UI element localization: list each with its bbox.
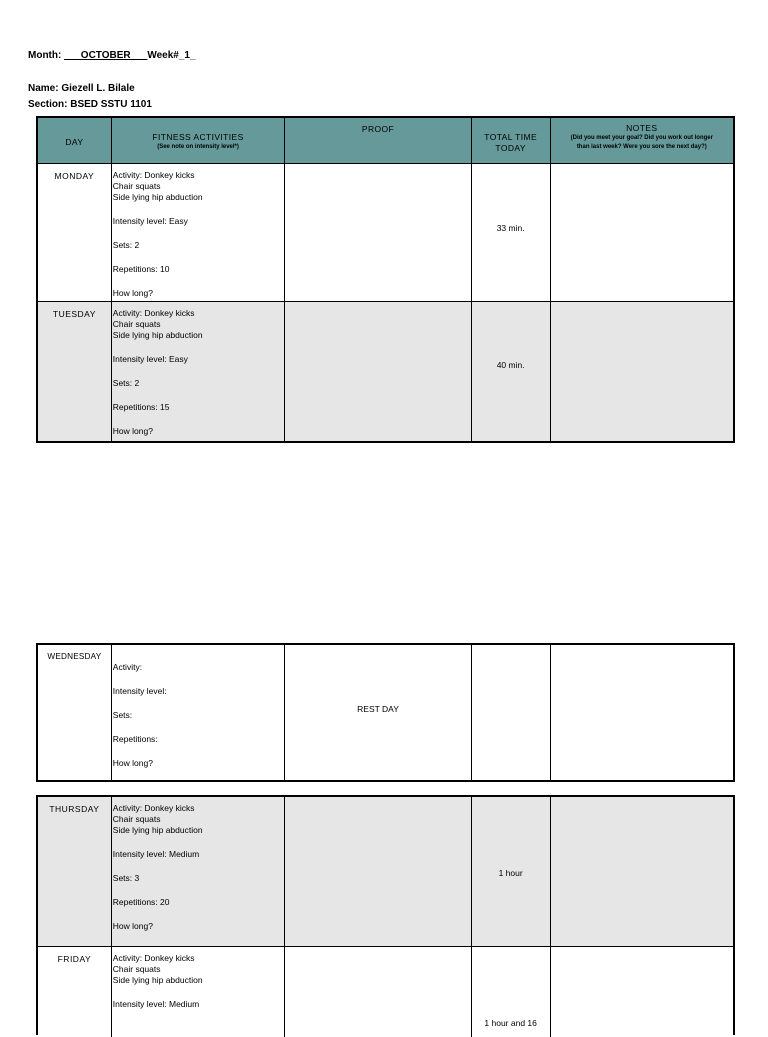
- day-row-wednesday: [38, 645, 733, 780]
- month-label: Month:: [28, 50, 62, 61]
- total-time-cell[interactable]: 1 hour and 16: [471, 947, 550, 1037]
- header-notes-questions: (Did you meet your goal? Did you work out longer than last week? Were you sore the next day?): [570, 135, 713, 150]
- day-label: THURSDAY: [49, 804, 100, 814]
- proof-cell[interactable]: [284, 164, 470, 301]
- fitness-log-table-1: [36, 116, 735, 443]
- header-activities-note: (See note on intensity level*): [157, 144, 239, 150]
- fitness-log-table-3: [36, 795, 735, 1035]
- fitness-log-table-2: [36, 643, 735, 782]
- week-label: Week#_1_: [147, 50, 196, 61]
- activities-cell[interactable]: Activity: Donkey kicks Chair squats Side lying hip abduction Intensity level: Easy Sets: 2 Repetitions: 15 How long?: [111, 302, 285, 441]
- rest-day-label: REST DAY: [357, 704, 399, 714]
- activities-cell[interactable]: Activity: Donkey kicks Chair squats Side lying hip abduction Intensity level: Easy Sets: 2 Repetitions: 10 How long?: [111, 164, 285, 301]
- header-total-time: TOTAL TIME TODAY: [471, 118, 550, 163]
- day-label: FRIDAY: [57, 954, 92, 964]
- header-activities: FITNESS ACTIVITIES (See note on intensity level*): [111, 118, 285, 163]
- student-section: Section: BSED SSTU 1101: [28, 99, 152, 110]
- notes-cell[interactable]: [550, 164, 733, 301]
- total-time-cell[interactable]: 40 min.: [471, 302, 550, 441]
- notes-cell[interactable]: [550, 302, 733, 441]
- proof-cell[interactable]: [284, 645, 470, 780]
- notes-cell[interactable]: [550, 797, 733, 946]
- month-value: ___OCTOBER___: [64, 50, 148, 61]
- proof-cell[interactable]: [284, 797, 470, 946]
- activities-cell[interactable]: Activity: Donkey kicks Chair squats Side lying hip abduction Intensity level: Medium: [111, 947, 285, 1037]
- total-time-cell[interactable]: 33 min.: [471, 164, 550, 301]
- month-line: [28, 50, 196, 61]
- proof-cell[interactable]: [284, 302, 470, 441]
- day-label: MONDAY: [54, 171, 95, 181]
- day-row-tuesday: [38, 301, 733, 441]
- day-label: WEDNESDAY: [47, 652, 102, 661]
- header-day: DAY: [65, 137, 84, 147]
- notes-cell[interactable]: [550, 645, 733, 780]
- activities-cell[interactable]: Activity: Intensity level: Sets: Repetitions: How long?: [111, 645, 285, 780]
- day-label: TUESDAY: [52, 309, 96, 319]
- day-row-monday: [38, 163, 733, 301]
- total-time-cell[interactable]: [471, 645, 550, 780]
- header-proof: PROOF: [284, 118, 470, 163]
- table-header-row: [38, 118, 733, 163]
- day-row-thursday: [38, 797, 733, 946]
- header-notes: NOTES (Did you meet your goal? Did you work out longer than last week? Were you sore the next day?): [550, 118, 733, 163]
- day-row-friday: [38, 946, 733, 1037]
- student-name: Name: Giezell L. Bilale: [28, 83, 135, 94]
- activities-cell[interactable]: Activity: Donkey kicks Chair squats Side lying hip abduction Intensity level: Medium Sets: 3 Repetitions: 20 How long?: [111, 797, 285, 946]
- total-time-cell[interactable]: 1 hour: [471, 797, 550, 946]
